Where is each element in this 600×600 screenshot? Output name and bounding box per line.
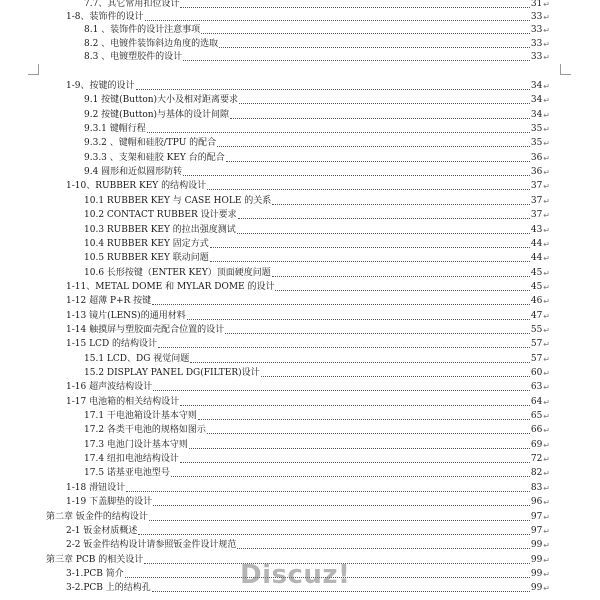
toc-entry-title: 1-15 LCD 的结构设计: [66, 339, 158, 350]
toc-entry-page: 57: [530, 353, 543, 364]
toc-entry[interactable]: [66, 180, 550, 193]
toc-entry-page: 97: [530, 511, 543, 522]
paragraph-mark-icon: ↵: [543, 39, 550, 49]
toc-entry-page: 33: [530, 38, 543, 49]
paragraph-mark-icon: ↵: [543, 225, 550, 235]
paragraph-mark-icon: ↵: [543, 526, 550, 536]
toc-entry[interactable]: [46, 511, 550, 524]
toc-leader-dots: [153, 505, 530, 506]
toc-entry-title: 3-2.PCB 上的结构孔: [66, 583, 151, 594]
toc-entry-page: 63: [530, 382, 543, 393]
paragraph-mark-icon: ↵: [543, 498, 550, 508]
toc-entry-page: 69: [530, 439, 543, 450]
toc-leader-dots: [152, 591, 530, 592]
toc-entry[interactable]: [84, 238, 550, 251]
toc-entry[interactable]: [84, 123, 550, 136]
toc-entry-page: 33: [530, 51, 543, 62]
toc-leader-dots: [238, 218, 530, 219]
toc-leader-dots: [239, 103, 530, 104]
paragraph-mark-icon: ↵: [543, 211, 550, 221]
toc-entry-title: 1-18 滑钮设计: [66, 482, 126, 493]
toc-entry[interactable]: [84, 137, 550, 150]
toc-entry-title: 9.4 圆形和近似圆形防转: [84, 167, 183, 178]
toc-entry[interactable]: [84, 410, 550, 423]
paragraph-mark-icon: ↵: [543, 340, 550, 350]
toc-entry-page: 34: [530, 109, 543, 120]
toc-entry-page: 36: [530, 152, 543, 163]
toc-entry[interactable]: [84, 152, 550, 165]
toc-leader-dots: [152, 304, 530, 305]
toc-entry[interactable]: [84, 166, 550, 179]
paragraph-mark-icon: ↵: [543, 268, 550, 278]
toc-entry-page: 46: [530, 296, 543, 307]
toc-leader-dots: [261, 376, 530, 377]
toc-entry[interactable]: [84, 453, 550, 466]
paragraph-mark-icon: ↵: [543, 153, 550, 163]
paragraph-mark-icon: ↵: [543, 555, 550, 565]
toc-entry[interactable]: [84, 353, 550, 366]
toc-entry-title: 9.2 按键(Button)与基体的设计间隙: [84, 109, 230, 120]
toc-leader-dots: [210, 247, 530, 248]
toc-entry-page: 35: [530, 138, 543, 149]
toc-entry[interactable]: [84, 38, 550, 51]
toc-entry-title: 1-8、装饰件的设计: [66, 12, 144, 23]
toc-entry-page: 96: [530, 497, 543, 508]
toc-leader-dots: [190, 362, 530, 363]
paragraph-mark-icon: ↵: [543, 196, 550, 206]
toc-entry[interactable]: [84, 195, 550, 208]
toc-leader-dots: [138, 534, 529, 535]
toc-leader-dots: [198, 419, 530, 420]
toc-entry-page: 31: [530, 0, 543, 9]
paragraph-mark-icon: ↵: [543, 397, 550, 407]
toc-leader-dots: [187, 319, 530, 320]
paragraph-mark-icon: ↵: [543, 125, 550, 135]
paragraph-mark-icon: ↵: [543, 412, 550, 422]
toc-leader-dots: [183, 60, 530, 61]
toc-entry-title: 1-11、METAL DOME 和 MYLAR DOME 的设计: [66, 281, 275, 292]
toc-entry-title: 9.1 按键(Button)大小及相对距离要求: [84, 95, 239, 106]
paragraph-mark-icon: ↵: [543, 26, 550, 36]
toc-entry-title: 2-1 钣金材质概述: [66, 525, 138, 536]
toc-entry[interactable]: [84, 209, 550, 222]
toc-entry[interactable]: [84, 109, 550, 122]
toc-entry-title: 17.2 各类干电池的规格如图示: [84, 425, 206, 436]
toc-entry-page: 97: [530, 525, 543, 536]
toc-entry-page: 44: [530, 238, 543, 249]
toc-entry-title: 7.7、其它常用扣位设计: [84, 0, 180, 9]
paragraph-mark-icon: ↵: [543, 82, 550, 91]
toc-leader-dots: [272, 204, 530, 205]
toc-leader-dots: [136, 89, 530, 90]
paragraph-mark-icon: ↵: [543, 541, 550, 551]
paragraph-mark-icon: ↵: [543, 13, 550, 23]
toc-entry-title: 1-12 超薄 P+R 按键: [66, 296, 152, 307]
toc-entry[interactable]: [66, 80, 550, 93]
paragraph-mark-icon: ↵: [543, 483, 550, 493]
toc-entry[interactable]: [66, 381, 550, 394]
toc-entry[interactable]: [66, 310, 550, 323]
toc-entry-title: 9.3.1 键帽行程: [84, 124, 146, 135]
toc-entry-title: 10.4 RUBBER KEY 固定方式: [84, 238, 209, 249]
toc-entry[interactable]: [84, 224, 550, 237]
paragraph-mark-icon: ↵: [543, 168, 550, 178]
toc-entry-title: 15.2 DISPLAY PANEL DG(FILTER)设计: [84, 368, 260, 378]
toc-entry-page: 34: [530, 81, 543, 91]
toc-entry[interactable]: [66, 11, 550, 24]
toc-bottom-section: [0, 80, 600, 600]
paragraph-mark-icon: ↵: [543, 297, 550, 307]
toc-entry-page: 35: [530, 124, 543, 135]
toc-entry-title: 1-13 镜片(LENS)的通用材料: [66, 310, 186, 321]
toc-entry-title: 10.3 RUBBER KEY 的拉出强度测试: [84, 224, 236, 235]
toc-leader-dots: [275, 290, 529, 291]
toc-entry[interactable]: [84, 252, 550, 265]
toc-entry-title: 1-9、按键的设计: [66, 81, 135, 91]
toc-leader-dots: [171, 476, 530, 477]
paragraph-mark-icon: ↵: [543, 0, 550, 9]
toc-entry[interactable]: [84, 0, 550, 11]
paragraph-mark-icon: ↵: [543, 254, 550, 264]
toc-entry-page: 33: [530, 12, 543, 23]
toc-entry[interactable]: [66, 482, 550, 495]
paragraph-mark-icon: ↵: [543, 182, 550, 192]
toc-entry-title: 1-10、RUBBER KEY 的结构设计: [66, 181, 207, 192]
toc-entry-page: 99: [530, 583, 543, 594]
toc-entry[interactable]: [66, 324, 550, 337]
toc-entry-page: 99: [530, 568, 543, 579]
discuz-watermark: Discuz!: [240, 560, 351, 590]
paragraph-mark-icon: ↵: [543, 455, 550, 465]
toc-leader-dots: [230, 118, 530, 119]
toc-leader-dots: [147, 132, 530, 133]
paragraph-mark-icon: ↵: [543, 96, 550, 106]
toc-entry[interactable]: [84, 267, 550, 280]
toc-entry-title: 第二章 钣金件的结构设计: [46, 511, 148, 522]
paragraph-mark-icon: ↵: [543, 311, 550, 321]
paragraph-mark-icon: ↵: [543, 139, 550, 149]
toc-entry[interactable]: [66, 281, 550, 294]
toc-entry-page: 55: [530, 324, 543, 335]
toc-entry-title: 9.3.3 、支架和硅胶 KEY 台的配合: [84, 152, 225, 163]
toc-entry[interactable]: [84, 24, 550, 37]
toc-entry-page: 57: [530, 339, 543, 350]
toc-entry-title: 9.3.2 、键帽和硅胶/TPU 的配合: [84, 138, 217, 149]
crop-mark-top-left: [28, 64, 39, 75]
toc-entry-page: 37: [530, 210, 543, 221]
toc-leader-dots: [158, 347, 530, 348]
paragraph-mark-icon: ↵: [543, 369, 550, 378]
toc-entry-page: 45: [530, 281, 543, 292]
toc-entry[interactable]: [84, 51, 550, 64]
paragraph-mark-icon: ↵: [543, 110, 550, 120]
paragraph-mark-icon: ↵: [543, 569, 550, 579]
toc-entry-page: 60: [530, 368, 543, 378]
toc-top-section: [0, 0, 600, 64]
toc-entry[interactable]: [66, 496, 550, 509]
toc-leader-dots: [201, 33, 530, 34]
toc-entry-page: 37: [530, 195, 543, 206]
toc-entry[interactable]: [84, 424, 550, 437]
toc-leader-dots: [180, 405, 530, 406]
toc-entry[interactable]: [66, 539, 550, 552]
toc-leader-dots: [180, 462, 530, 463]
toc-entry-title: 第三章 PCB 的相关设计: [46, 554, 144, 565]
toc-entry-title: 10.5 RUBBER KEY 联动问题: [84, 253, 209, 264]
paragraph-mark-icon: ↵: [543, 584, 550, 594]
toc-entry[interactable]: [84, 439, 550, 452]
toc-entry-page: 45: [530, 267, 543, 278]
toc-entry-page: 72: [530, 454, 543, 465]
toc-leader-dots: [225, 333, 530, 334]
toc-entry[interactable]: [66, 525, 550, 538]
toc-leader-dots: [272, 276, 530, 277]
toc-entry-page: 33: [530, 25, 543, 36]
toc-entry-page: 37: [530, 181, 543, 192]
toc-entry-title: 10.6 长形按键（ENTER KEY）顶面硬度问题: [84, 267, 271, 278]
toc-leader-dots: [237, 233, 530, 234]
toc-entry-page: 47: [530, 310, 543, 321]
toc-leader-dots: [207, 433, 530, 434]
toc-entry-page: 36: [530, 167, 543, 178]
toc-entry-title: 17.4 纽扣电池结构设计: [84, 454, 179, 465]
toc-entry-page: 99: [530, 540, 543, 551]
toc-leader-dots: [145, 20, 530, 21]
paragraph-mark-icon: ↵: [543, 512, 550, 522]
toc-entry-title: 1-19 下盖脚垫的设计: [66, 497, 153, 508]
toc-leader-dots: [189, 448, 530, 449]
toc-leader-dots: [217, 146, 530, 147]
toc-entry-title: 8.1 、装饰件的设计注意事项: [84, 25, 201, 36]
toc-entry-title: 1-14 触摸屏与塑胶面壳配合位置的设计: [66, 324, 225, 335]
toc-entry-title: 17.5 诺基亚电池型号: [84, 468, 170, 479]
toc-entry-page: 34: [530, 95, 543, 106]
toc-entry-title: 8.2 、电镀件装饰斜边角度的选取: [84, 38, 219, 49]
toc-leader-dots: [226, 161, 530, 162]
paragraph-mark-icon: ↵: [543, 383, 550, 393]
toc-entry[interactable]: [84, 367, 550, 380]
paragraph-mark-icon: ↵: [543, 440, 550, 450]
toc-leader-dots: [219, 47, 530, 48]
toc-entry-page: 83: [530, 482, 543, 493]
paragraph-mark-icon: ↵: [543, 469, 550, 479]
toc-entry[interactable]: [84, 467, 550, 480]
toc-entry-title: 1-16 超声波结构设计: [66, 382, 153, 393]
toc-entry[interactable]: [66, 396, 550, 409]
toc-leader-dots: [207, 189, 530, 190]
paragraph-mark-icon: ↵: [543, 282, 550, 292]
toc-entry-title: 3-1.PCB 简介: [66, 568, 124, 579]
toc-entry[interactable]: [66, 338, 550, 351]
toc-leader-dots: [153, 390, 530, 391]
toc-leader-dots: [126, 491, 530, 492]
toc-entry-title: 2-2 钣金件结构设计请参照钣金件设计规范: [66, 540, 237, 551]
paragraph-mark-icon: ↵: [543, 325, 550, 335]
toc-entry-page: 65: [530, 411, 543, 422]
toc-entry-title: 17.1 干电池箱设计基本守则: [84, 411, 197, 422]
toc-entry-page: 64: [530, 396, 543, 407]
paragraph-mark-icon: ↵: [543, 52, 550, 62]
toc-leader-dots: [237, 548, 529, 549]
toc-leader-dots: [210, 261, 530, 262]
toc-entry-page: 82: [530, 468, 543, 479]
toc-entry-page: 66: [530, 425, 543, 436]
toc-entry-title: 10.2 CONTACT RUBBER 设计要求: [84, 210, 237, 221]
paragraph-mark-icon: ↵: [543, 426, 550, 436]
toc-entry-title: 17.3 电池门设计基本守则: [84, 439, 188, 450]
toc-entry-title: 10.1 RUBBER KEY 与 CASE HOLE 的关系: [84, 195, 272, 206]
toc-entry-title: 8.3 、电镀塑胶件的设计: [84, 51, 183, 62]
toc-entry-title: 15.1 LCD、DG 视觉问题: [84, 353, 190, 364]
toc-leader-dots: [183, 175, 530, 176]
crop-mark-top-right: [560, 64, 571, 75]
toc-entry-page: 43: [530, 224, 543, 235]
toc-entry[interactable]: [84, 94, 550, 107]
paragraph-mark-icon: ↵: [543, 354, 550, 364]
toc-leader-dots: [149, 520, 530, 521]
toc-entry-title: 1-17 电池箱的相关结构设计: [66, 396, 180, 407]
toc-entry-page: 99: [530, 554, 543, 565]
toc-leader-dots: [180, 7, 530, 8]
toc-entry[interactable]: [66, 295, 550, 308]
toc-entry-page: 44: [530, 253, 543, 264]
paragraph-mark-icon: ↵: [543, 239, 550, 249]
